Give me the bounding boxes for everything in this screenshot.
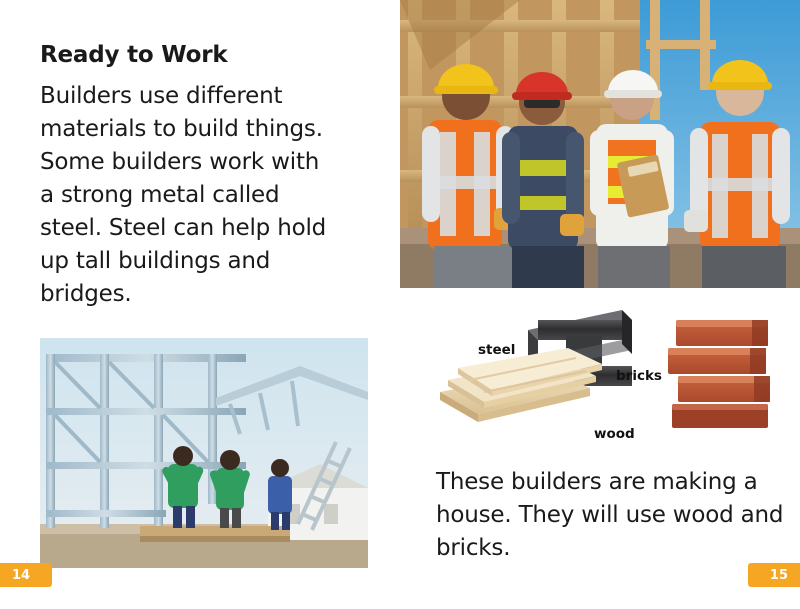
page-number-right-label: 15	[769, 567, 788, 583]
steel-frame-photo	[40, 338, 368, 568]
page-number-right	[748, 563, 800, 587]
left-page-paragraph: Builders use different materials to build things. Some builders work with a strong metal called steel. Steel can help hold up tall buildings and bridges.	[40, 83, 327, 307]
page-number-left	[0, 563, 52, 587]
right-page-paragraph: These builders are making a house. They will use wood and bricks.	[436, 469, 784, 561]
materials-illustration	[400, 296, 800, 456]
material-label-steel: steel	[478, 342, 516, 358]
material-label-bricks: bricks	[616, 368, 662, 384]
page-number-left-label: 14	[12, 567, 31, 583]
construction-workers-photo	[400, 0, 800, 288]
material-label-wood: wood	[594, 426, 635, 442]
page-title: Ready to Work	[40, 42, 228, 68]
right-page	[400, 0, 800, 609]
